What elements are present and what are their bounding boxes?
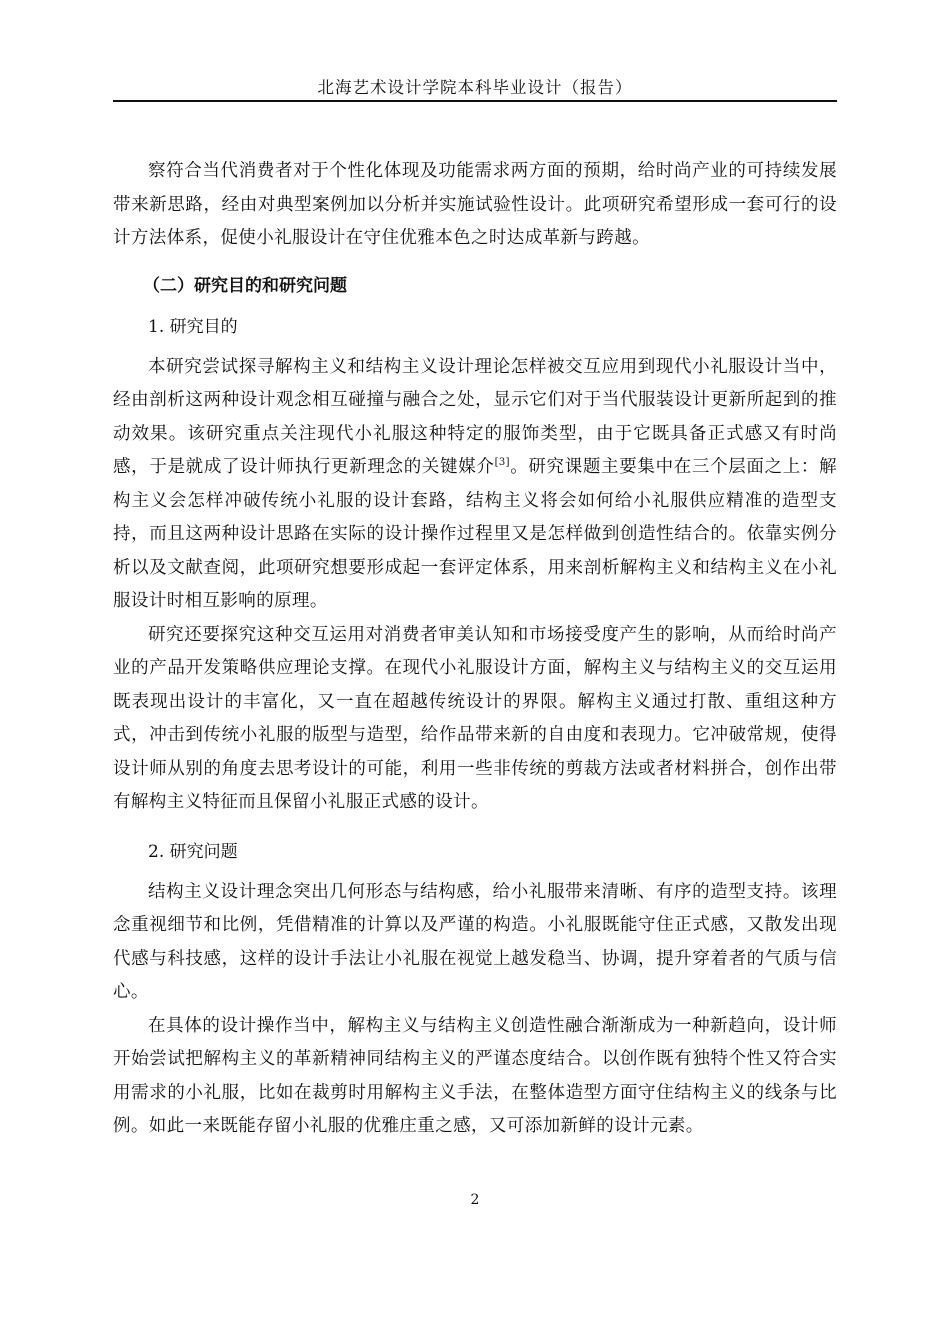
purpose-paragraph-1	[113, 351, 837, 619]
purpose-paragraph-2: 研究还要探究这种交互运用对消费者审美认知和市场接受度产生的影响，从而给时尚产业的产品开发策略供应理论支撑。在现代小礼服设计方面，解构主义与结构主义的交互运用既表现出设计的丰富化，又一直在超越传统设计的界限。解构主义通过打散、重组这种方式，冲击到传统小礼服的版型与造型，给作品带来新的自由度和表现力。它冲破常规，使得设计师从别的角度去思考设计的可能，利用一些非传统的剪裁方法或者材料拼合，创作出带有解构主义特征而且保留小礼服正式感的设计。	[113, 624, 837, 812]
page-header-title: 北海艺术设计学院本科毕业设计（报告）	[317, 78, 633, 97]
section-heading: （二）研究目的和研究问题	[143, 275, 347, 296]
question-paragraph-1: 结构主义设计理念突出几何形态与结构感，给小礼服带来清晰、有序的造型支持。该理念重视细节和比例，凭借精准的计算以及严谨的构造。小礼服既能守住正式感，又散发出现代感与科技感，这样的设计手法让小礼服在视觉上越发稳当、协调，提升穿着者的气质与信心。	[113, 881, 837, 1002]
page-number: 2	[470, 1192, 480, 1208]
purpose-paragraph-1-text-b: 。研究课题主要集中在三个层面之上：解构主义会怎样冲破传统小礼服的设计套路，结构主义将会如何给小礼服供应精准的造型支持，而且这两种设计思路在实际的设计操作过程里又是怎样做到创造性结合的。依靠实例分析以及文献查阅，此项研究想要形成起一套评定体系，用来剖析解构主义和结构主义在小礼服设计时相互影响的原理。	[113, 457, 837, 611]
document-body	[113, 155, 837, 1144]
citation-marker: [3]	[494, 457, 510, 469]
intro-paragraph: 察符合当代消费者对于个性化体现及功能需求两方面的预期，给时尚产业的可持续发展带来新思路，经由对典型案例加以分析并实施试验性设计。此项研究希望形成一套可行的设计方法体系，促使小礼服设计在守住优雅本色之时达成革新与跨越。	[113, 161, 837, 248]
question-paragraph-2: 在具体的设计操作当中，解构主义与结构主义创造性融合渐渐成为一种新趋向，设计师开始尝试把解构主义的革新精神同结构主义的严谨态度结合。以创作既有独特个性又符合实用需求的小礼服，比如在裁剪时用解构主义手法，在整体造型方面守住结构主义的线条与比例。如此一来既能存留小礼服的优雅庄重之感，又可添加新鲜的设计元素。	[113, 1015, 837, 1136]
subsection-heading-purpose: 1. 研究目的	[148, 316, 238, 337]
purpose-paragraph-1-text-a: 本研究尝试探寻解构主义和结构主义设计理论怎样被交互应用到现代小礼服设计当中，经由剖析这两种设计观念相互碰撞与融合之处，显示它们对于当代服装设计更新所起到的推动效果。该研究重点关注现代小礼服这种特定的服饰类型，由于它既具备正式感又有时尚感，于是就成了设计师执行更新理念的关键媒介	[113, 356, 837, 477]
header-divider	[113, 100, 837, 102]
subsection-heading-questions: 2. 研究问题	[148, 841, 238, 862]
